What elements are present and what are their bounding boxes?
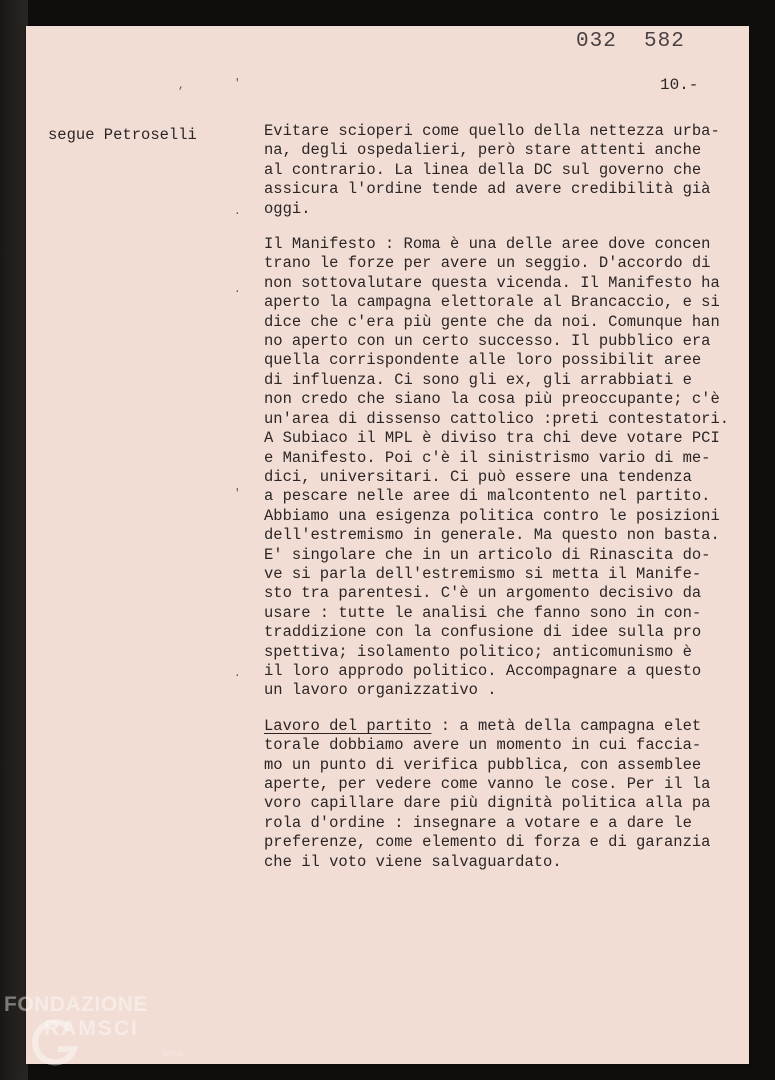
page-number: 10.- — [660, 76, 699, 94]
margin-mark: , — [178, 80, 185, 92]
document-page — [26, 26, 749, 1064]
text-line: A Subiaco il MPL è diviso tra chi deve votare PCI — [264, 429, 720, 448]
paragraph-rest — [264, 736, 748, 872]
paragraph-first-line — [264, 717, 748, 736]
text-line: che il voto viene salvaguardato. — [264, 852, 562, 871]
text-line: Evitare scioperi come quello della nettezza urba- — [264, 122, 720, 140]
text-line: quella corrispondente alle loro possibilit aree — [264, 351, 702, 370]
text-line: spettiva; isolamento politico; anticomunismo è — [264, 642, 692, 661]
margin-mark: . — [234, 668, 241, 680]
text-line: Abbiamo una esigenza politica contro le posizioni — [264, 506, 720, 525]
speaker-label: segue Petroselli — [48, 126, 197, 144]
text-line: voro capillare dare più dignità politica alla pa — [264, 794, 711, 813]
text-line: aperto la campagna elettorale al Brancaccio, e si — [264, 293, 720, 312]
paragraph — [264, 122, 748, 219]
margin-mark: ' — [234, 78, 241, 90]
text-line: usare : tutte le analisi che fanno sono in con- — [264, 603, 702, 622]
text-line: il loro approdo politico. Accompagnare a questo — [264, 661, 702, 680]
text-line: torale dobbiamo avere un momento in cui faccia- — [264, 736, 702, 755]
scanner-edge — [0, 0, 28, 1080]
text-line: sto tra parentesi. C'è un argomento decisivo da — [264, 584, 702, 603]
margin-mark: . — [234, 284, 241, 296]
heading-rest: : a metà della campagna elet — [431, 716, 702, 735]
text-line: Il Manifesto : Roma è una delle aree dove concen — [264, 235, 711, 254]
text-line: dice che c'era più gente che da noi. Comunque han — [264, 312, 720, 331]
text-line: assicura l'ordine tende ad avere credibilità già — [264, 180, 711, 199]
watermark-line1: FONDAZIONE — [4, 993, 148, 1016]
text-line: un lavoro organizzativo . — [264, 681, 497, 700]
text-line: mo un punto di verifica pubblica, con assemblee — [264, 755, 702, 774]
text-line: preferenze, come elemento di forza e di garanzia — [264, 833, 711, 852]
text-line: di influenza. Ci sono gli ex, gli arrabbiati e — [264, 370, 692, 389]
margin-mark: ' — [234, 488, 241, 500]
watermark-suffix: onlus — [162, 1048, 184, 1058]
text-line: trano le forze per avere un seggio. D'accordo di — [264, 254, 711, 273]
text-line: non sottovalutare questa vicenda. Il Manifesto ha — [264, 273, 720, 292]
text-line: non credo che siano la cosa più preoccupante; c'è — [264, 390, 720, 409]
text-line: dell'estremismo in generale. Ma questo non basta. — [264, 526, 720, 545]
text-line: na, degli ospedalieri, però stare attenti anche — [264, 141, 702, 160]
text-line: rola d'ordine : insegnare a votare e a dare le — [264, 813, 692, 832]
section-heading: Lavoro del partito — [264, 716, 432, 735]
paragraph-lavoro-del-partito — [264, 717, 748, 872]
archive-stamp: 032 582 — [576, 30, 685, 53]
text-line: e Manifesto. Poi c'è il sinistrismo vario di me- — [264, 448, 711, 467]
text-line: dici, universitari. Ci può essere una tendenza — [264, 467, 692, 486]
margin-mark: . — [234, 206, 241, 218]
watermark-logo — [4, 993, 204, 1073]
text-line: al contrario. La linea della DC sul governo che — [264, 160, 702, 179]
text-line: oggi. — [264, 199, 311, 218]
text-line: ve si parla dell'estremismo si metta il Manife- — [264, 564, 702, 583]
watermark-line2: RAMSCI — [44, 1017, 139, 1040]
paragraph — [264, 235, 748, 701]
body-text — [264, 122, 748, 888]
text-line: un'area di dissenso cattolico :preti contestatori. — [264, 409, 730, 428]
text-line: no aperto con un certo successo. Il pubblico era — [264, 332, 711, 351]
text-line: traddizione con la confusione di idee sulla pro — [264, 623, 702, 642]
text-line: E' singolare che in un articolo di Rinascita do- — [264, 545, 711, 564]
text-line: aperte, per vedere come vanno le cose. Per il la — [264, 775, 711, 793]
text-line: a pescare nelle aree di malcontento nel partito. — [264, 487, 711, 506]
